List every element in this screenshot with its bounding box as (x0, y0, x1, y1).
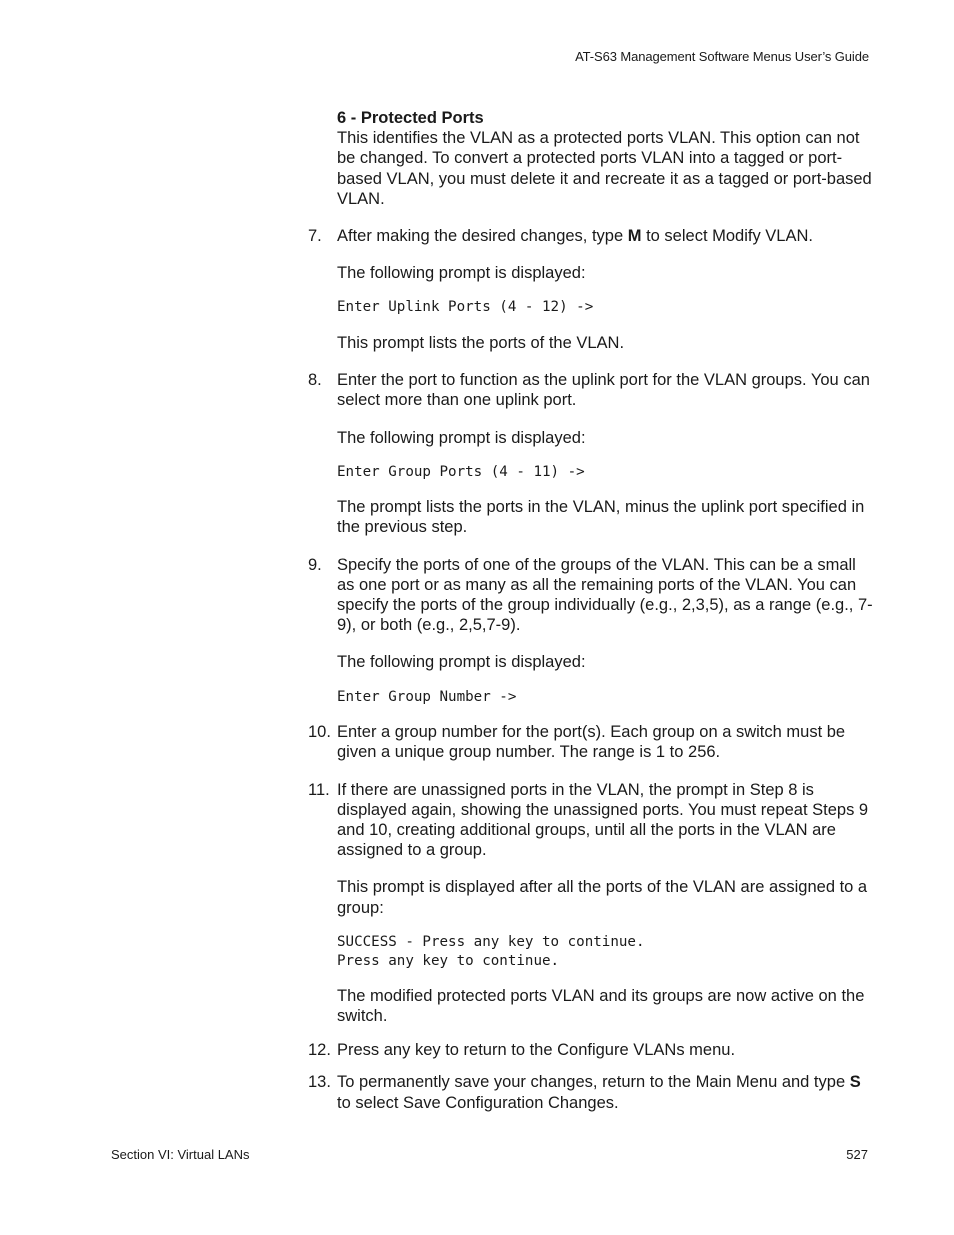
page-body (308, 108, 874, 1130)
step-number: 10. (308, 723, 331, 742)
step-text: Specify the ports of one of the groups of the VLAN. This can be a small as one port or as many as all the remaining ports of the VLAN. You can specify the ports of the group individually (e.g., 2,3,5), as a range (e.g., 7-9), or both (e.g., 2,5,7-9). (337, 555, 873, 635)
prompt-intro: The following prompt is displayed: (337, 653, 586, 672)
step-number: 9. (308, 555, 322, 574)
step-10 (308, 722, 874, 762)
step-8 (308, 370, 874, 410)
code-success-prompt: SUCCESS - Press any key to continue. Press any key to continue. (337, 933, 645, 970)
running-header: AT-S63 Management Software Menus User’s Guide (575, 49, 869, 64)
step-11 (308, 780, 874, 861)
prompt-intro: The following prompt is displayed: (337, 264, 586, 283)
code-group-number-prompt: Enter Group Number -> (337, 688, 517, 705)
step-text: If there are unassigned ports in the VLAN, the prompt in Step 8 is displayed again, showing the unassigned ports. You must repeat Steps 9 and 10, creating additional groups, until all the ports in the VLAN are assigned to a group. (337, 780, 869, 860)
step-number: 13. (308, 1073, 331, 1092)
footer-section: Section VI: Virtual LANs (111, 1147, 250, 1162)
prompt-intro: The following prompt is displayed: (337, 428, 586, 447)
step-text: After making the desired changes, type M to select Modify VLAN. (337, 227, 813, 246)
step-text: Press any key to return to the Configure VLANs menu. (337, 1041, 736, 1060)
section-body: This identifies the VLAN as a protected ports VLAN. This option can not be changed. To convert a protected ports VLAN into a tagged or port-based VLAN, you must delete it and recreate it as a tagged or port-based VLAN. (337, 129, 872, 208)
step-9 (308, 555, 874, 636)
code-group-ports-prompt: Enter Group Ports (4 - 11) -> (337, 463, 585, 480)
step-note: The modified protected ports VLAN and its groups are now active on the switch. (337, 986, 865, 1025)
step-12 (308, 1040, 874, 1060)
step-number: 12. (308, 1041, 331, 1060)
step-13 (308, 1072, 874, 1112)
section-heading: 6 - Protected Ports (337, 109, 484, 127)
step-text: To permanently save your changes, return to the Main Menu and type S to select Save Configuration Changes. (337, 1073, 861, 1112)
key-m: M (627, 227, 642, 246)
prompt-intro: This prompt is displayed after all the ports of the VLAN are assigned to a group: (337, 878, 868, 917)
step-7 (308, 226, 874, 246)
step-text: Enter the port to function as the uplink port for the VLAN groups. You can select more than one uplink port. (337, 371, 870, 410)
page-number: 527 (846, 1147, 868, 1162)
code-uplink-prompt: Enter Uplink Ports (4 - 12) -> (337, 299, 594, 316)
step-number: 7. (308, 227, 322, 246)
section-protected-ports (337, 108, 874, 209)
step-number: 11. (308, 780, 330, 799)
step-note: The prompt lists the ports in the VLAN, minus the uplink port specified in the previous step. (337, 498, 865, 537)
step-text: Enter a group number for the port(s). Each group on a switch must be given a unique group number. The range is 1 to 256. (337, 723, 846, 762)
step-number: 8. (308, 371, 322, 390)
key-s: S (849, 1073, 861, 1092)
step-note: This prompt lists the ports of the VLAN. (337, 333, 625, 352)
